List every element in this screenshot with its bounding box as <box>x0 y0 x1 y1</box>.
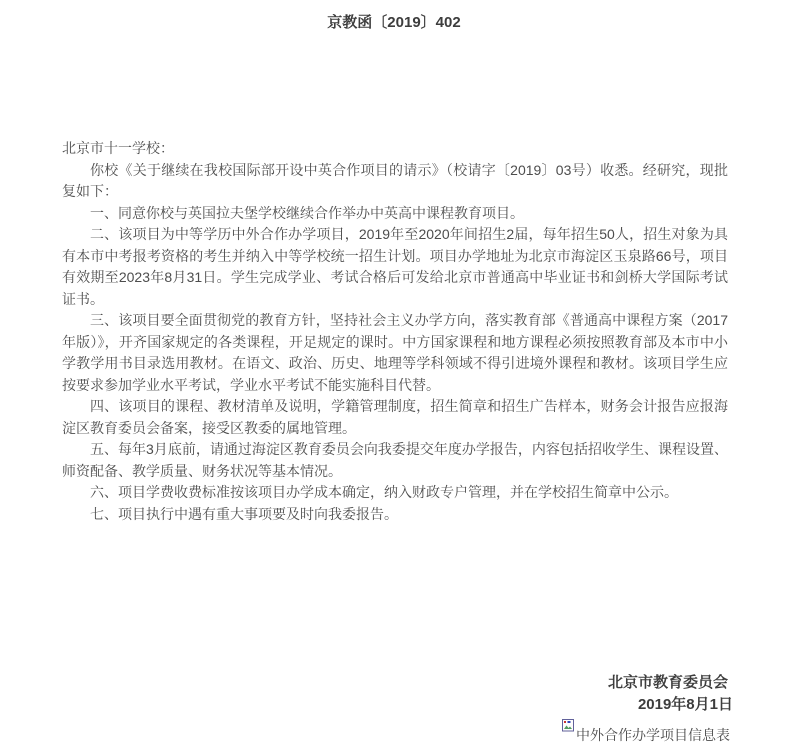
letter-body <box>62 138 728 525</box>
paragraph-item-2: 二、该项目为中等学历中外合作办学项目，2019年至2020年间招生2届，每年招生50人，招生对象为具有本市中考报考资格的考生并纳入中等学校统一招生计划。项目办学地址为北京市海淀区玉泉路66号，项目有效期至2023年8月31日。学生完成学业、考试合格后可发给北京市普通高中毕业证书和剑桥大学国际考试证书。 <box>62 226 728 307</box>
paragraph-item-3: 三、该项目要全面贯彻党的教育方针，坚持社会主义办学方向，落实教育部《普通高中课程方案（2017年版）》，开齐国家规定的各类课程，开足规定的课时。中方国家课程和地方课程必须按照教育部及本市中小学教学用书目录选用教材。在语文、政治、历史、地理等学科领域不得引进境外课程和教材。该项目学生应按要求参加学业水平考试，学业水平考试不能实施科目代替。 <box>62 312 728 393</box>
signature-block <box>608 672 733 716</box>
paragraph-item-6: 六、项目学费收费标准按该项目办学成本确定，纳入财政专户管理，并在学校招生简章中公示。 <box>90 484 678 500</box>
doc-number: 京教函〔2019〕402 <box>327 14 461 31</box>
paragraph-item-7: 七、项目执行中遇有重大事项要及时向我委报告。 <box>90 505 398 522</box>
paragraph-item-5: 五、每年3月底前，请通过海淀区教育委员会向我委提交年度办学报告，内容包括招收学生、课程设置、师资配备、教学质量、财务状况等基本情况。 <box>62 441 728 479</box>
signature-date: 2019年8月1日 <box>637 696 733 713</box>
paragraph-item-1: 一、同意你校与英国拉夫堡学校继续合作举办中英高中课程教育项目。 <box>90 204 524 221</box>
broken-image-icon <box>562 718 575 732</box>
paragraph-item-4: 四、该项目的课程、教材清单及说明，学籍管理制度，招生简章和招生广告样本，财务会计报告应报海淀区教育委员会备案，接受区教委的属地管理。 <box>62 398 728 436</box>
paragraph-intro: 你校《关于继续在我校国际部开设中英合作项目的请示》（校请字〔2019〕03号）收悉。经研究，现批复如下： <box>62 161 728 199</box>
attachment-link[interactable] <box>562 718 730 743</box>
issuer-name: 北京市教育委员会 <box>607 674 728 691</box>
salutation: 北京市十一学校： <box>62 140 174 156</box>
attachment-label: 中外合作办学项目信息表 <box>576 727 730 743</box>
